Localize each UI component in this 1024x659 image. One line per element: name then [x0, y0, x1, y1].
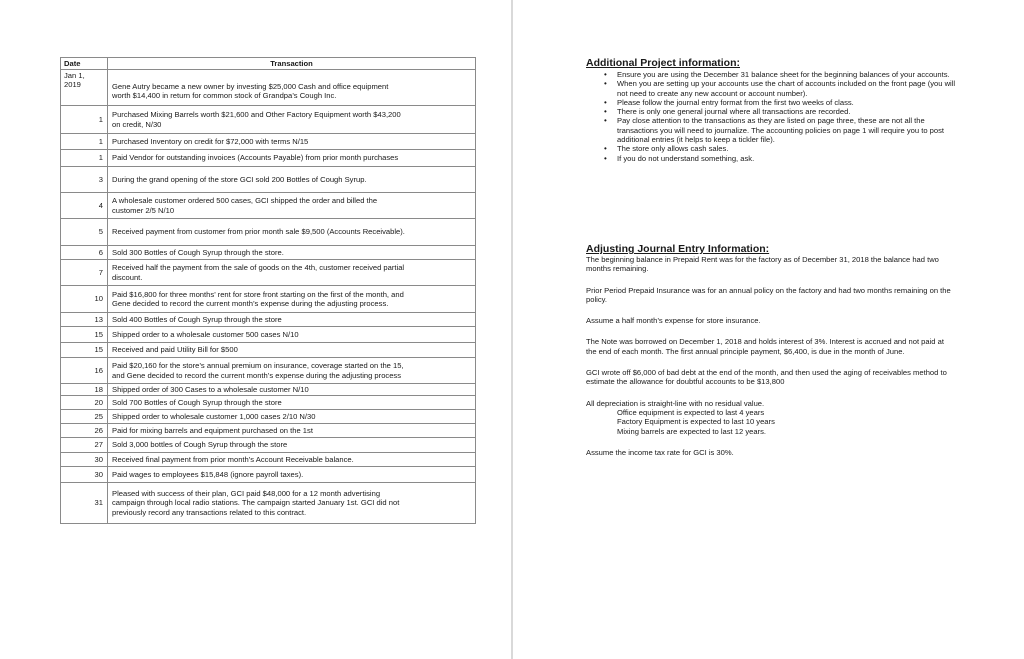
table-row	[61, 410, 476, 424]
row-date: 4	[61, 193, 108, 219]
row-date: 1	[61, 106, 108, 134]
table-row	[61, 438, 476, 453]
transaction-line: worth $14,400 in return for common stock of Grandpa’s Cough Inc.	[112, 91, 337, 101]
transaction-line: Purchased Inventory on credit for $72,000 with terms N/15	[112, 136, 309, 146]
adjusting-section	[586, 243, 956, 457]
row-transaction	[108, 453, 476, 467]
row-date: 1	[61, 134, 108, 150]
row-date: Jan 1, 2019	[61, 70, 108, 106]
row-transaction	[108, 286, 476, 313]
row-transaction	[108, 327, 476, 343]
row-date: 15	[61, 327, 108, 343]
additional-info-heading: Additional Project information:	[586, 57, 740, 69]
row-transaction	[108, 384, 476, 396]
info-bullet: • If you do not understand something, ask.	[617, 154, 956, 163]
transaction-line: Sold 300 Bottles of Cough Syrup through the store.	[112, 247, 284, 257]
income-tax-text: Assume the income tax rate for GCI is 30%.	[586, 447, 734, 457]
transaction-column-header: Transaction	[108, 58, 476, 70]
row-date: 13	[61, 313, 108, 327]
table-row	[61, 246, 476, 260]
depreciation-text: All depreciation is straight-line with no residual value.	[586, 398, 765, 408]
table-header-row	[61, 58, 476, 70]
table-row	[61, 219, 476, 246]
transaction-line: Shipped order of 300 Cases to a wholesale customer N/10	[112, 384, 309, 394]
transaction-line: campaign through local radio stations. The campaign started January 1st. GCI did not	[112, 498, 400, 508]
row-date: 26	[61, 424, 108, 438]
table-row	[61, 424, 476, 438]
prepaid-insurance-text: Prior Period Prepaid Insurance was for an annual policy on the factory and had two months remaining on the policy.	[586, 285, 951, 304]
table-row	[61, 453, 476, 467]
depreciation-barrels: Mixing barrels are expected to last 12 years.	[617, 426, 766, 436]
row-date: 31	[61, 483, 108, 524]
row-transaction	[108, 438, 476, 453]
table-row	[61, 483, 476, 524]
transaction-line: Gene decided to record the current month’s expense during the adjusting process.	[112, 299, 389, 308]
row-transaction	[108, 396, 476, 410]
row-transaction	[108, 343, 476, 358]
row-date: 15	[61, 343, 108, 358]
transaction-line: Shipped order to wholesale customer 1,000 cases 2/10 N/30	[112, 411, 316, 421]
transaction-line: and Gene decided to record the current month’s expense during the adjusting process	[112, 370, 402, 380]
row-date: 27	[61, 438, 108, 453]
transaction-line: Shipped order to a wholesale customer 500 cases N/10	[112, 329, 299, 339]
prepaid-rent-text: The beginning balance in Prepaid Rent was for the factory as of December 31, 2018 the balance had two months remaining.	[586, 255, 939, 274]
transaction-line: Paid for mixing barrels and equipment purchased on the 1st	[112, 425, 313, 435]
table-row	[61, 193, 476, 219]
table-row	[61, 327, 476, 343]
info-bullet: • Ensure you are using the December 31 balance sheet for the beginning balances of your accounts.	[617, 70, 956, 79]
row-transaction	[108, 483, 476, 524]
table-row	[61, 134, 476, 150]
transaction-line: Received payment from customer from prior month sale $9,500 (Accounts Receivable).	[112, 227, 405, 237]
table-row	[61, 343, 476, 358]
transaction-line: Sold 400 Bottles of Cough Syrup through the store	[112, 314, 282, 324]
table-row	[61, 358, 476, 384]
transaction-line: During the grand opening of the store GCI sold 200 Bottles of Cough Syrup.	[112, 174, 367, 184]
info-bullet: • The store only allows cash sales.	[617, 144, 956, 153]
transaction-line: Gene Autry became a new owner by investing $25,000 Cash and office equipment	[112, 82, 389, 91]
row-transaction	[108, 167, 476, 193]
row-transaction	[108, 424, 476, 438]
transaction-line: previously record any transactions related to this contract.	[112, 507, 307, 517]
row-transaction	[108, 219, 476, 246]
depreciation-office: Office equipment is expected to last 4 years	[617, 407, 765, 417]
row-date: 16	[61, 358, 108, 384]
note-interest-text: The Note was borrowed on December 1, 2018 and holds interest of 3%. Interest is accrued and not paid at the end of each month. The first annual principle payment, $6,400, is due in the month of June.	[586, 337, 944, 356]
page-left	[0, 0, 511, 659]
row-date: 1	[61, 150, 108, 167]
table-row	[61, 286, 476, 313]
transaction-line: Received and paid Utility Bill for $500	[112, 345, 238, 355]
row-date: 10	[61, 286, 108, 313]
row-date: 6	[61, 246, 108, 260]
row-transaction	[108, 246, 476, 260]
row-date: 7	[61, 260, 108, 286]
row-transaction	[108, 467, 476, 483]
table-row	[61, 384, 476, 396]
row-transaction	[108, 313, 476, 327]
row-date: 25	[61, 410, 108, 424]
row-transaction	[108, 150, 476, 167]
row-transaction	[108, 193, 476, 219]
bad-debt-text: GCI wrote off $6,000 of bad debt at the end of the month, and then used the aging of receivables method to estimate the allowance for doubtful accounts to be $13,800	[586, 368, 947, 387]
date-column-header: Date	[61, 58, 108, 70]
transaction-line: Received final payment from prior month’s Account Receivable balance.	[112, 454, 354, 464]
transaction-line: Sold 3,000 bottles of Cough Syrup through the store	[112, 440, 288, 450]
transaction-line: Pleased with success of their plan, GCI paid $48,000 for a 12 month advertising	[112, 488, 381, 498]
transaction-line: Paid wages to employees $15,848 (ignore payroll taxes).	[112, 469, 304, 479]
transaction-line: Paid Vendor for outstanding invoices (Accounts Payable) from prior month purchases	[112, 153, 399, 163]
row-transaction	[108, 358, 476, 384]
table-row	[61, 167, 476, 193]
transaction-line: Received half the payment from the sale of goods on the 4th, customer received partial	[112, 263, 405, 273]
transaction-line: A wholesale customer ordered 500 cases, GCI shipped the order and billed the	[112, 196, 378, 206]
depreciation-factory: Factory Equipment is expected to last 10 years	[617, 417, 775, 427]
table-row	[61, 70, 476, 106]
transactions-table	[60, 57, 476, 524]
info-bullet: • There is only one general journal where all transactions are recorded.	[617, 107, 956, 116]
row-transaction	[108, 410, 476, 424]
transactions-body	[61, 70, 476, 524]
transaction-line: customer 2/5 N/10	[112, 205, 175, 215]
transaction-line: Paid $16,800 for three months’ rent for store front starting on the first of the month, and	[112, 289, 404, 299]
row-date: 3	[61, 167, 108, 193]
additional-info-section	[586, 57, 956, 163]
info-bullet: • Please follow the journal entry format from the first two weeks of class.	[617, 98, 956, 107]
page-right	[513, 0, 1024, 659]
transaction-line: Purchased Mixing Barrels worth $21,600 and Other Factory Equipment worth $43,200	[112, 110, 401, 120]
additional-info-list	[586, 70, 956, 163]
row-transaction	[108, 106, 476, 134]
transaction-line: on credit, N/30	[112, 119, 162, 129]
store-insurance-text: Assume a half month’s expense for store insurance.	[586, 316, 761, 326]
transaction-line: Sold 700 Bottles of Cough Syrup through the store	[112, 397, 282, 407]
table-row	[61, 467, 476, 483]
info-bullet: • When you are setting up your accounts use the chart of accounts included on the front page (you will not need to create any new account or account number).	[617, 79, 956, 98]
row-date: 30	[61, 453, 108, 467]
info-bullet: • Pay close attention to the transactions as they are listed on page three, these are not all the transactions you will need to journalize. The accounting policies on page 1 will require you to post additional entries (it helps to keep a tickler file).	[617, 116, 956, 144]
row-transaction	[108, 260, 476, 286]
adjusting-heading: Adjusting Journal Entry Information:	[586, 243, 770, 255]
row-transaction	[108, 134, 476, 150]
table-row	[61, 260, 476, 286]
row-date: 30	[61, 467, 108, 483]
transaction-line: Paid $20,160 for the store’s annual premium on insurance, coverage started on the 15,	[112, 361, 404, 371]
table-row	[61, 150, 476, 167]
row-date: 5	[61, 219, 108, 246]
row-date: 18	[61, 384, 108, 396]
row-transaction	[108, 70, 476, 106]
transaction-line: discount.	[112, 272, 143, 282]
table-row	[61, 396, 476, 410]
table-row	[61, 313, 476, 327]
row-date: 20	[61, 396, 108, 410]
table-row	[61, 106, 476, 134]
